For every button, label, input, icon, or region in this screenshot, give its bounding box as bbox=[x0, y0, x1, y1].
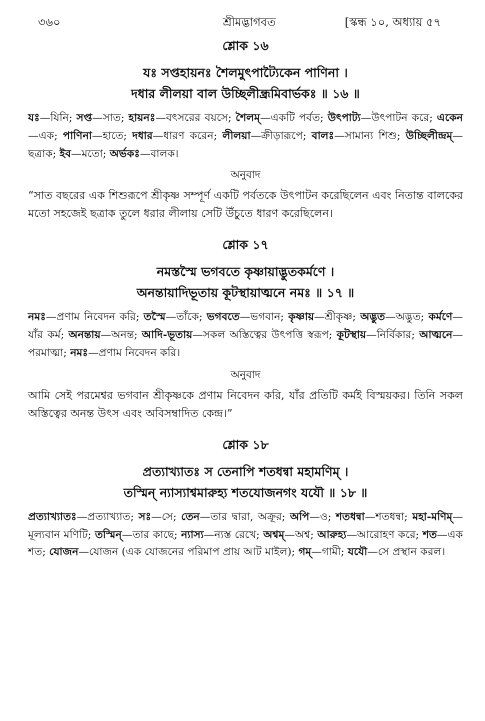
word-meaning: —আরোহণ করে; bbox=[346, 528, 423, 541]
word-meaning: —মতো; bbox=[71, 147, 110, 160]
word-meaning: —শতধন্বা; bbox=[364, 510, 413, 523]
sanskrit-word: বালঃ bbox=[311, 129, 335, 142]
shloka-section bbox=[28, 38, 463, 223]
word-meaning: —এক; bbox=[28, 129, 63, 142]
sanskrit-word: নমঃ bbox=[28, 311, 46, 324]
translation-text: আমি সেই পরমেশ্বর ভগবান শ্রীকৃষ্ণকে প্রণাম নিবেদন করি, যাঁর প্রতিটি কর্মই বিস্ময়কর। তিনি সকল অস্তিত্বের অনন্ত উৎস এবং অবিসম্বাদিত কেন্দ্র।” bbox=[28, 388, 463, 420]
sanskrit-word: লীলয়া bbox=[222, 129, 251, 142]
word-meaning: —বৎসরের বয়সে; bbox=[155, 112, 236, 124]
verse-line: অনন্তায়াদিভূতায় কূটস্থায়াত্মনে নমঃ ॥ ১৭ ॥ bbox=[136, 285, 355, 301]
sanskrit-word: সঃ bbox=[138, 510, 152, 523]
chapter-reference: [স্কন্ধ ১০, অধ্যায় ৫৭ bbox=[344, 15, 441, 29]
word-meaning: —অশ্ব; bbox=[284, 528, 318, 541]
shloka-section bbox=[28, 437, 463, 562]
sanskrit-word: তেন bbox=[181, 510, 200, 523]
shloka-heading: শ্লোক ১৬ bbox=[222, 38, 269, 53]
word-meaning: —যাঁর কর্ম; bbox=[28, 311, 463, 342]
word-meaning: —প্রত্যাখ্যাত; bbox=[76, 510, 139, 523]
word-meaning: —গামী; bbox=[311, 546, 348, 559]
shloka-section bbox=[28, 237, 463, 422]
shloka-heading: শ্লোক ১৭ bbox=[222, 237, 269, 253]
sanskrit-word: অপি bbox=[289, 510, 310, 523]
sanskrit-word: উচ্ছিলীন্দ্রম্ bbox=[405, 129, 453, 142]
word-meaning: —পরমাত্মা; bbox=[28, 329, 463, 359]
word-meaning: —মূল্যবান মণিটি; bbox=[28, 510, 464, 541]
sanskrit-word: নমঃ bbox=[70, 346, 89, 359]
word-meaning: —ধারণ করেন; bbox=[152, 129, 223, 142]
word-meaning: —প্রণাম নিবেদন করি। bbox=[88, 346, 181, 359]
word-meaning: —সে প্রস্থান করল। bbox=[367, 546, 446, 559]
sanskrit-word: ইব bbox=[59, 147, 72, 160]
word-meaning: —যোজন (এক যোজনের পরিমাপ প্রায় আট মাইল); bbox=[78, 546, 299, 559]
sanskrit-word: প্রত্যাখ্যাতঃ bbox=[28, 510, 77, 523]
verse-line: দধার লীলয়া বাল উচ্ছিলীন্ধ্রমিবার্ভকঃ ॥ ১৬ ॥ bbox=[131, 86, 360, 101]
sanskrit-word: আরুহ্য bbox=[317, 528, 347, 541]
sanskrit-word: শতধন্বা bbox=[335, 510, 365, 523]
verse-line: প্রত্যাখ্যাতঃ স তেনাপি শতধন্বা মহামণিম্ । bbox=[142, 463, 349, 479]
word-meanings bbox=[28, 509, 463, 562]
verse-line: যঃ সপ্তহায়নঃ শৈলমুৎপাট্যৈকেন পাণিনা । bbox=[143, 65, 348, 80]
word-meaning: —সাত; bbox=[92, 112, 129, 124]
word-meaning: —ক্রীড়ারূপে; bbox=[250, 129, 312, 142]
sanskrit-word: দধার bbox=[132, 129, 153, 142]
word-meaning: —একটি পর্বত; bbox=[260, 112, 328, 124]
word-meaning: —ভগবান; bbox=[239, 311, 289, 324]
sanskrit-word: শৈলম্ bbox=[235, 112, 260, 124]
sanskrit-word: আদি-ভূতায় bbox=[141, 329, 193, 342]
page-content bbox=[28, 38, 463, 562]
word-meaning: —অদ্ভুত; bbox=[385, 311, 429, 324]
word-meaning: —প্রণাম নিবেদন করি; bbox=[45, 311, 144, 324]
sanskrit-word: কূটস্থায় bbox=[336, 329, 367, 342]
sanskrit-word: ন্যাস্য bbox=[181, 528, 204, 541]
word-meaning: —সামান্য শিশু; bbox=[334, 129, 406, 142]
book-title: শ্রীমদ্ভাগবত bbox=[223, 15, 276, 29]
sanskrit-word: কর্মণে bbox=[428, 311, 453, 324]
word-meaning: —তাঁকে; bbox=[165, 311, 207, 324]
sanskrit-word: একেন bbox=[436, 112, 463, 124]
word-meanings bbox=[28, 309, 463, 362]
sanskrit-word: তস্মিন্ bbox=[94, 528, 122, 541]
shloka-heading: শ্লোক ১৮ bbox=[222, 436, 269, 452]
word-meanings bbox=[28, 110, 463, 163]
word-meaning: —এক শত; bbox=[28, 528, 463, 559]
sanskrit-word: উৎপাট্য bbox=[327, 112, 361, 124]
word-meaning: —সে; bbox=[151, 510, 182, 523]
word-meaning: —ও; bbox=[309, 510, 336, 523]
sanskrit-word: গম্ bbox=[298, 546, 312, 559]
word-meaning: —তার কাছে; bbox=[121, 528, 182, 541]
verse-line: তস্মিন্ ন্যাস্যাশ্বমারুহ্য শতযোজনগং যযৌ ॥ ১৮ ॥ bbox=[123, 484, 368, 500]
sanskrit-word: সপ্ত bbox=[76, 112, 93, 124]
word-meaning: —অনন্ত; bbox=[100, 329, 142, 342]
sanskrit-word: তস্মৈ bbox=[143, 311, 166, 324]
page-number: ৩৬০ bbox=[38, 15, 61, 29]
word-meaning: —যিনি; bbox=[39, 112, 77, 124]
sanskrit-word: পাণিনা bbox=[62, 129, 92, 142]
translation-text: “সাত বছরের এক শিশুরূপে শ্রীকৃষ্ণ সম্পূর্ণ একটি পর্বতকে উৎপাটন করেছিলেন এবং নিতান্ত বালকের মতো সহজেই ছত্রাক তুলে ধরার লীলায় সেটি উঁচুতে ধারণ করেছিলেন। bbox=[28, 189, 463, 221]
word-meaning: —শ্রীকৃষ্ণ; bbox=[314, 311, 361, 324]
sanskrit-word: অশ্বম্ bbox=[263, 528, 285, 541]
sanskrit-word: অনন্তায় bbox=[68, 329, 101, 342]
sanskrit-word: অর্ভকঃ bbox=[109, 147, 140, 160]
sanskrit-word: অদ্ভুত bbox=[360, 311, 386, 324]
sanskrit-word: শত bbox=[422, 528, 437, 541]
word-meaning: —উৎপাটন করে; bbox=[360, 112, 437, 124]
sanskrit-word: যঃ bbox=[28, 112, 40, 124]
sanskrit-word: হায়নঃ bbox=[128, 112, 156, 124]
word-meaning: —ছত্রাক; bbox=[28, 129, 463, 160]
anuvad-label: অনুবাদ bbox=[230, 368, 261, 381]
sanskrit-word: মহা-মণিম্ bbox=[412, 510, 453, 523]
word-meaning: —তার দ্বারা, অক্রূর; bbox=[199, 510, 290, 523]
verse-line: নমস্তস্মৈ ভগবতে কৃষ্ণায়াদ্ভুতকর্মণে । bbox=[156, 264, 335, 280]
sanskrit-word: ভগবতে bbox=[206, 311, 240, 324]
sanskrit-word: যোজন bbox=[49, 546, 79, 559]
anuvad-label: অনুবাদ bbox=[230, 169, 261, 182]
word-meaning: —হাতে; bbox=[92, 129, 133, 142]
running-header bbox=[28, 0, 463, 29]
sanskrit-word: আত্মনে bbox=[419, 329, 453, 342]
sanskrit-word: যযৌ bbox=[347, 546, 368, 559]
word-meaning: —সকল অস্তিত্বের উৎপত্তি স্বরূপ; bbox=[192, 329, 337, 342]
word-meaning: —বালক। bbox=[139, 147, 179, 160]
word-meaning: —ন্যস্ত রেখে; bbox=[203, 528, 264, 541]
sanskrit-word: কৃষ্ণায় bbox=[288, 311, 315, 324]
word-meaning: —নির্বিকার; bbox=[366, 329, 420, 342]
